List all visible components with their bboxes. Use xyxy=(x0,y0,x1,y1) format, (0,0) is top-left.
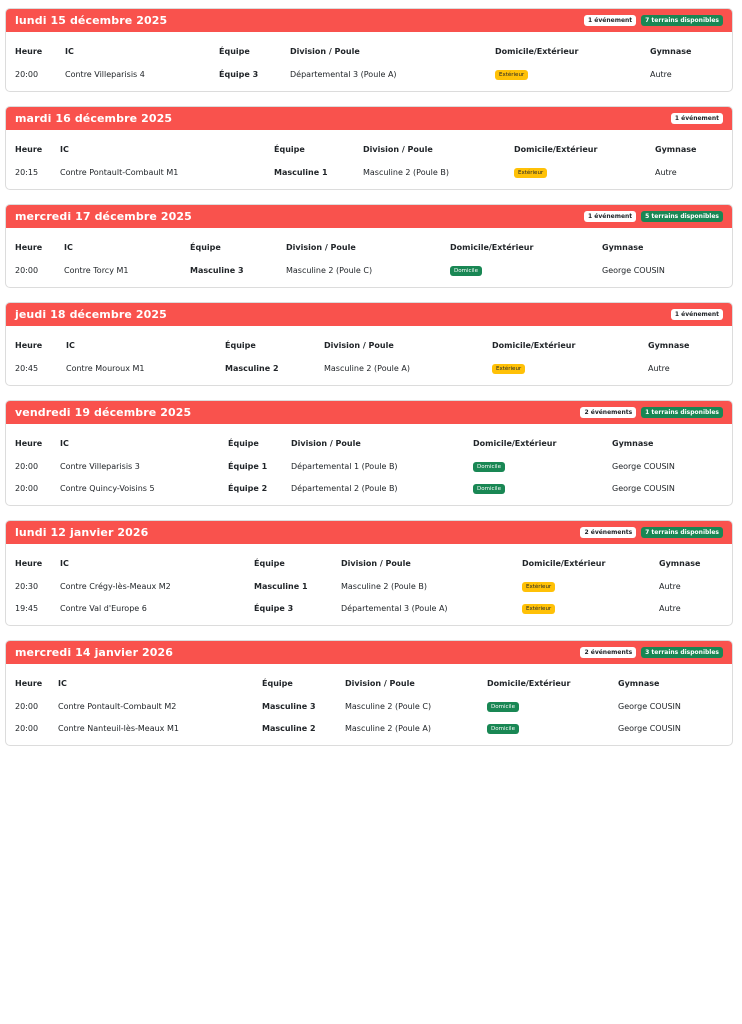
day-card-header xyxy=(6,107,732,130)
column-header-heure: Heure xyxy=(15,243,43,252)
cell-ic: Contre Torcy M1 xyxy=(64,265,129,275)
column-header-ic: IC xyxy=(60,439,69,448)
cell-division: Masculine 2 (Poule C) xyxy=(286,265,373,275)
away-badge: Extérieur xyxy=(492,364,525,374)
day-badges xyxy=(584,211,723,222)
column-header-division: Division / Poule xyxy=(286,243,356,252)
day-date-title: mercredi 14 janvier 2026 xyxy=(15,646,174,659)
column-header-gymnase: Gymnase xyxy=(618,679,660,688)
day-date-title: jeudi 18 décembre 2025 xyxy=(15,308,167,321)
cell-ic: Contre Mouroux M1 xyxy=(66,363,145,373)
cell-heure: 20:00 xyxy=(15,723,39,733)
day-card-header xyxy=(6,205,732,228)
day-card-body xyxy=(6,228,732,287)
away-badge: Extérieur xyxy=(495,70,528,80)
matches-table xyxy=(15,40,725,85)
venue-cell xyxy=(492,357,648,379)
cell-equipe: Masculine 3 xyxy=(262,701,316,711)
cell-heure: 20:00 xyxy=(15,461,39,471)
cell-equipe: Équipe 3 xyxy=(254,603,294,613)
cell-equipe: Masculine 1 xyxy=(254,581,308,591)
day-card xyxy=(5,400,733,506)
column-header-lieu: Domicile/Extérieur xyxy=(487,679,571,688)
day-badges xyxy=(580,647,723,658)
day-badges xyxy=(671,113,723,124)
cell-heure: 20:00 xyxy=(15,701,39,711)
home-badge: Domicile xyxy=(487,724,519,734)
column-header-equipe: Équipe xyxy=(262,679,293,688)
venue-cell xyxy=(495,63,650,85)
events-count-badge: 2 événements xyxy=(580,647,636,658)
events-count-badge: 2 événements xyxy=(580,527,636,538)
column-header-division: Division / Poule xyxy=(291,439,361,448)
cell-heure: 20:45 xyxy=(15,363,39,373)
available-courts-badge: 7 terrains disponibles xyxy=(641,527,723,538)
day-card-body xyxy=(6,130,732,189)
cell-heure: 20:00 xyxy=(15,483,39,493)
matches-table xyxy=(15,432,725,499)
day-card xyxy=(5,8,733,92)
away-badge: Extérieur xyxy=(522,582,555,592)
column-header-heure: Heure xyxy=(15,679,43,688)
column-header-equipe: Équipe xyxy=(190,243,221,252)
day-card-body xyxy=(6,32,732,91)
cell-ic: Contre Pontault-Combault M1 xyxy=(60,167,179,177)
matches-table xyxy=(15,552,725,619)
cell-ic: Contre Villeparisis 4 xyxy=(65,69,145,79)
table-header-row xyxy=(15,138,725,161)
venue-cell xyxy=(522,575,659,597)
home-badge: Domicile xyxy=(473,484,505,494)
events-count-badge: 1 événement xyxy=(584,15,636,26)
day-card xyxy=(5,640,733,746)
column-header-equipe: Équipe xyxy=(254,559,285,568)
column-header-gymnase: Gymnase xyxy=(650,47,692,56)
matches-table xyxy=(15,672,725,739)
column-header-gymnase: Gymnase xyxy=(648,341,690,350)
column-header-gymnase: Gymnase xyxy=(659,559,701,568)
day-card-header xyxy=(6,641,732,664)
cell-gymnase: Autre xyxy=(659,603,681,613)
table-row xyxy=(15,717,725,739)
table-header-row xyxy=(15,236,725,259)
cell-equipe: Masculine 2 xyxy=(262,723,316,733)
table-header-row xyxy=(15,432,725,455)
table-row xyxy=(15,597,725,619)
column-header-equipe: Équipe xyxy=(219,47,250,56)
day-date-title: vendredi 19 décembre 2025 xyxy=(15,406,192,419)
available-courts-badge: 1 terrains disponibles xyxy=(641,407,723,418)
day-card-header xyxy=(6,9,732,32)
cell-division: Masculine 2 (Poule B) xyxy=(363,167,449,177)
day-badges xyxy=(580,407,723,418)
column-header-lieu: Domicile/Extérieur xyxy=(514,145,598,154)
column-header-ic: IC xyxy=(64,243,73,252)
day-card xyxy=(5,520,733,626)
day-card-header xyxy=(6,401,732,424)
column-header-equipe: Équipe xyxy=(274,145,305,154)
events-count-badge: 2 événements xyxy=(580,407,636,418)
column-header-heure: Heure xyxy=(15,145,43,154)
matches-table xyxy=(15,236,725,281)
table-row xyxy=(15,63,725,85)
cell-division: Départemental 1 (Poule B) xyxy=(291,461,398,471)
column-header-gymnase: Gymnase xyxy=(655,145,697,154)
home-badge: Domicile xyxy=(473,462,505,472)
column-header-heure: Heure xyxy=(15,341,43,350)
cell-heure: 20:15 xyxy=(15,167,39,177)
table-header-row xyxy=(15,40,725,63)
cell-gymnase: George COUSIN xyxy=(618,723,681,733)
column-header-division: Division / Poule xyxy=(341,559,411,568)
table-row xyxy=(15,477,725,499)
column-header-lieu: Domicile/Extérieur xyxy=(522,559,606,568)
cell-gymnase: Autre xyxy=(650,69,672,79)
cell-ic: Contre Villeparisis 3 xyxy=(60,461,140,471)
cell-equipe: Équipe 3 xyxy=(219,69,259,79)
day-card xyxy=(5,302,733,386)
cell-gymnase: Autre xyxy=(648,363,670,373)
column-header-division: Division / Poule xyxy=(363,145,433,154)
column-header-gymnase: Gymnase xyxy=(602,243,644,252)
table-row xyxy=(15,455,725,477)
day-badges xyxy=(584,15,723,26)
column-header-equipe: Équipe xyxy=(225,341,256,350)
home-badge: Domicile xyxy=(487,702,519,712)
venue-cell xyxy=(473,477,612,499)
cell-heure: 19:45 xyxy=(15,603,39,613)
matches-table xyxy=(15,334,725,379)
cell-ic: Contre Quincy-Voisins 5 xyxy=(60,483,155,493)
day-card-header xyxy=(6,521,732,544)
cell-ic: Contre Val d'Europe 6 xyxy=(60,603,147,613)
column-header-heure: Heure xyxy=(15,47,43,56)
available-courts-badge: 5 terrains disponibles xyxy=(641,211,723,222)
available-courts-badge: 7 terrains disponibles xyxy=(641,15,723,26)
cell-equipe: Équipe 2 xyxy=(228,483,268,493)
day-date-title: mardi 16 décembre 2025 xyxy=(15,112,173,125)
events-count-badge: 1 événement xyxy=(671,113,723,124)
cell-ic: Contre Pontault-Combault M2 xyxy=(58,701,177,711)
matches-table xyxy=(15,138,725,183)
day-card-body xyxy=(6,664,732,745)
cell-equipe: Masculine 3 xyxy=(190,265,244,275)
cell-gymnase: George COUSIN xyxy=(602,265,665,275)
cell-gymnase: George COUSIN xyxy=(618,701,681,711)
day-card xyxy=(5,204,733,288)
cell-ic: Contre Nanteuil-lès-Meaux M1 xyxy=(58,723,179,733)
cell-division: Masculine 2 (Poule B) xyxy=(341,581,427,591)
cell-equipe: Équipe 1 xyxy=(228,461,268,471)
column-header-lieu: Domicile/Extérieur xyxy=(473,439,557,448)
column-header-ic: IC xyxy=(60,145,69,154)
away-badge: Extérieur xyxy=(522,604,555,614)
table-header-row xyxy=(15,552,725,575)
events-count-badge: 1 événement xyxy=(584,211,636,222)
cell-heure: 20:00 xyxy=(15,265,39,275)
away-badge: Extérieur xyxy=(514,168,547,178)
cell-division: Masculine 2 (Poule A) xyxy=(324,363,410,373)
cell-heure: 20:30 xyxy=(15,581,39,591)
column-header-ic: IC xyxy=(65,47,74,56)
cell-heure: 20:00 xyxy=(15,69,39,79)
venue-cell xyxy=(514,161,655,183)
table-header-row xyxy=(15,334,725,357)
column-header-gymnase: Gymnase xyxy=(612,439,654,448)
column-header-division: Division / Poule xyxy=(345,679,415,688)
column-header-lieu: Domicile/Extérieur xyxy=(495,47,579,56)
venue-cell xyxy=(522,597,659,619)
cell-gymnase: Autre xyxy=(659,581,681,591)
table-row xyxy=(15,695,725,717)
day-date-title: mercredi 17 décembre 2025 xyxy=(15,210,192,223)
column-header-ic: IC xyxy=(60,559,69,568)
day-card-body xyxy=(6,544,732,625)
column-header-ic: IC xyxy=(66,341,75,350)
day-card-header xyxy=(6,303,732,326)
cell-ic: Contre Crégy-lès-Meaux M2 xyxy=(60,581,171,591)
cell-gymnase: George COUSIN xyxy=(612,461,675,471)
cell-division: Masculine 2 (Poule C) xyxy=(345,701,432,711)
cell-division: Départemental 3 (Poule A) xyxy=(341,603,448,613)
events-count-badge: 1 événement xyxy=(671,309,723,320)
venue-cell xyxy=(487,717,618,739)
cell-division: Départemental 2 (Poule B) xyxy=(291,483,398,493)
venue-cell xyxy=(450,259,602,281)
home-badge: Domicile xyxy=(450,266,482,276)
column-header-ic: IC xyxy=(58,679,67,688)
cell-gymnase: Autre xyxy=(655,167,677,177)
table-row xyxy=(15,259,725,281)
day-card-body xyxy=(6,326,732,385)
day-badges xyxy=(580,527,723,538)
column-header-heure: Heure xyxy=(15,439,43,448)
cell-gymnase: George COUSIN xyxy=(612,483,675,493)
venue-cell xyxy=(487,695,618,717)
cell-division: Départemental 3 (Poule A) xyxy=(290,69,397,79)
day-card xyxy=(5,106,733,190)
day-date-title: lundi 12 janvier 2026 xyxy=(15,526,149,539)
day-card-body xyxy=(6,424,732,505)
column-header-division: Division / Poule xyxy=(290,47,360,56)
column-header-equipe: Équipe xyxy=(228,439,259,448)
column-header-lieu: Domicile/Extérieur xyxy=(450,243,534,252)
cell-division: Masculine 2 (Poule A) xyxy=(345,723,431,733)
table-row xyxy=(15,161,725,183)
table-row xyxy=(15,575,725,597)
column-header-lieu: Domicile/Extérieur xyxy=(492,341,576,350)
cell-equipe: Masculine 1 xyxy=(274,167,328,177)
venue-cell xyxy=(473,455,612,477)
day-date-title: lundi 15 décembre 2025 xyxy=(15,14,168,27)
column-header-heure: Heure xyxy=(15,559,43,568)
cell-equipe: Masculine 2 xyxy=(225,363,279,373)
available-courts-badge: 3 terrains disponibles xyxy=(641,647,723,658)
day-badges xyxy=(671,309,723,320)
table-row xyxy=(15,357,725,379)
table-header-row xyxy=(15,672,725,695)
column-header-division: Division / Poule xyxy=(324,341,394,350)
